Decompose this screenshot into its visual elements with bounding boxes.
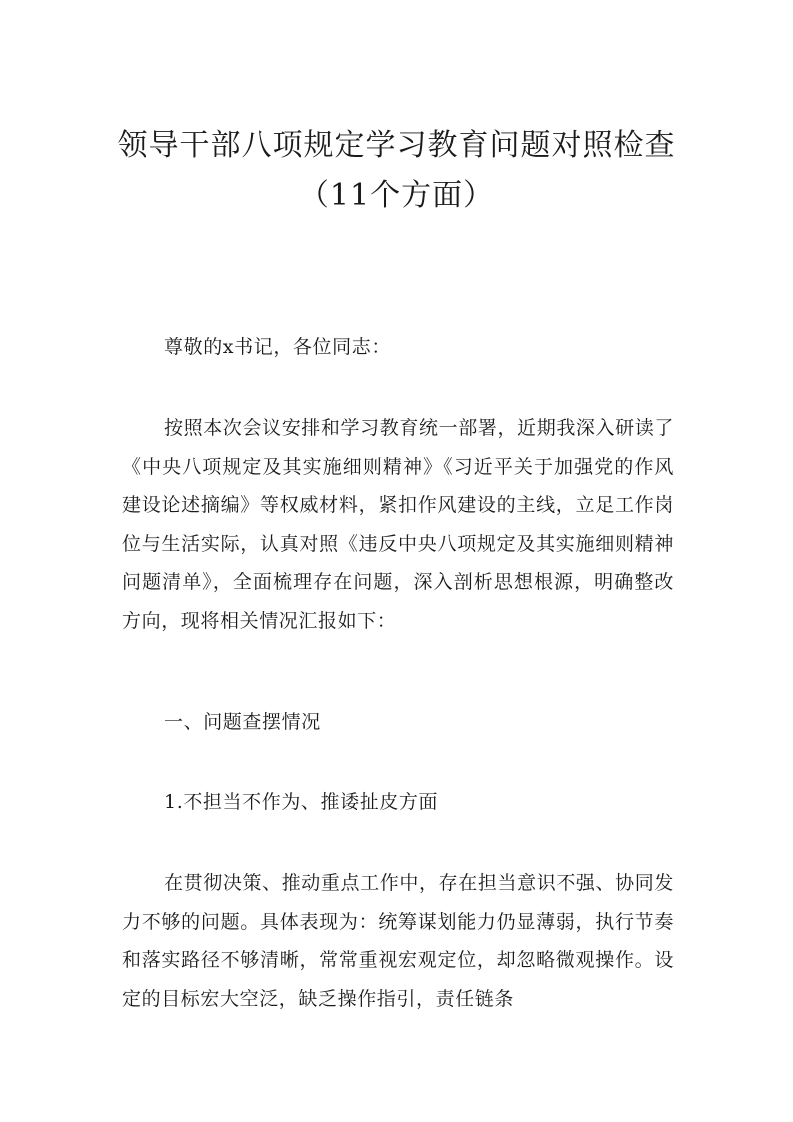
document-title: 领导干部八项规定学习教育问题对照检查	[117, 128, 676, 163]
body-paragraph: 在贯彻决策、推动重点工作中，存在担当意识不强、协同发力不够的问题。具体表现为：统筹谋划能力仍显薄弱，执行节奏和落实路径不够清晰，常常重视宏观定位，却忽略微观操作。设定的目标宏大空泛，缺乏操作指引，责任链条	[122, 872, 674, 1010]
subsection-heading: 1.不担当不作为、推诿扯皮方面	[164, 791, 439, 813]
greeting-paragraph: 尊敬的x书记，各位同志：	[164, 336, 391, 358]
intro-paragraph: 按照本次会议安排和学习教育统一部署，近期我深入研读了《中央八项规定及其实施细则精神》《习近平关于加强党的作风建设论述摘编》等权威材料，紧扣作风建设的主线，立足工作岗位与生活实际，认真对照《违反中央八项规定及其实施细则精神问题清单》，全面梳理存在问题，深入剖析思想根源，明确整改方向，现将相关情况汇报如下：	[122, 417, 674, 632]
section-heading: 一、问题查摆情况	[164, 711, 321, 733]
document-subtitle: （11个方面）	[298, 178, 495, 213]
